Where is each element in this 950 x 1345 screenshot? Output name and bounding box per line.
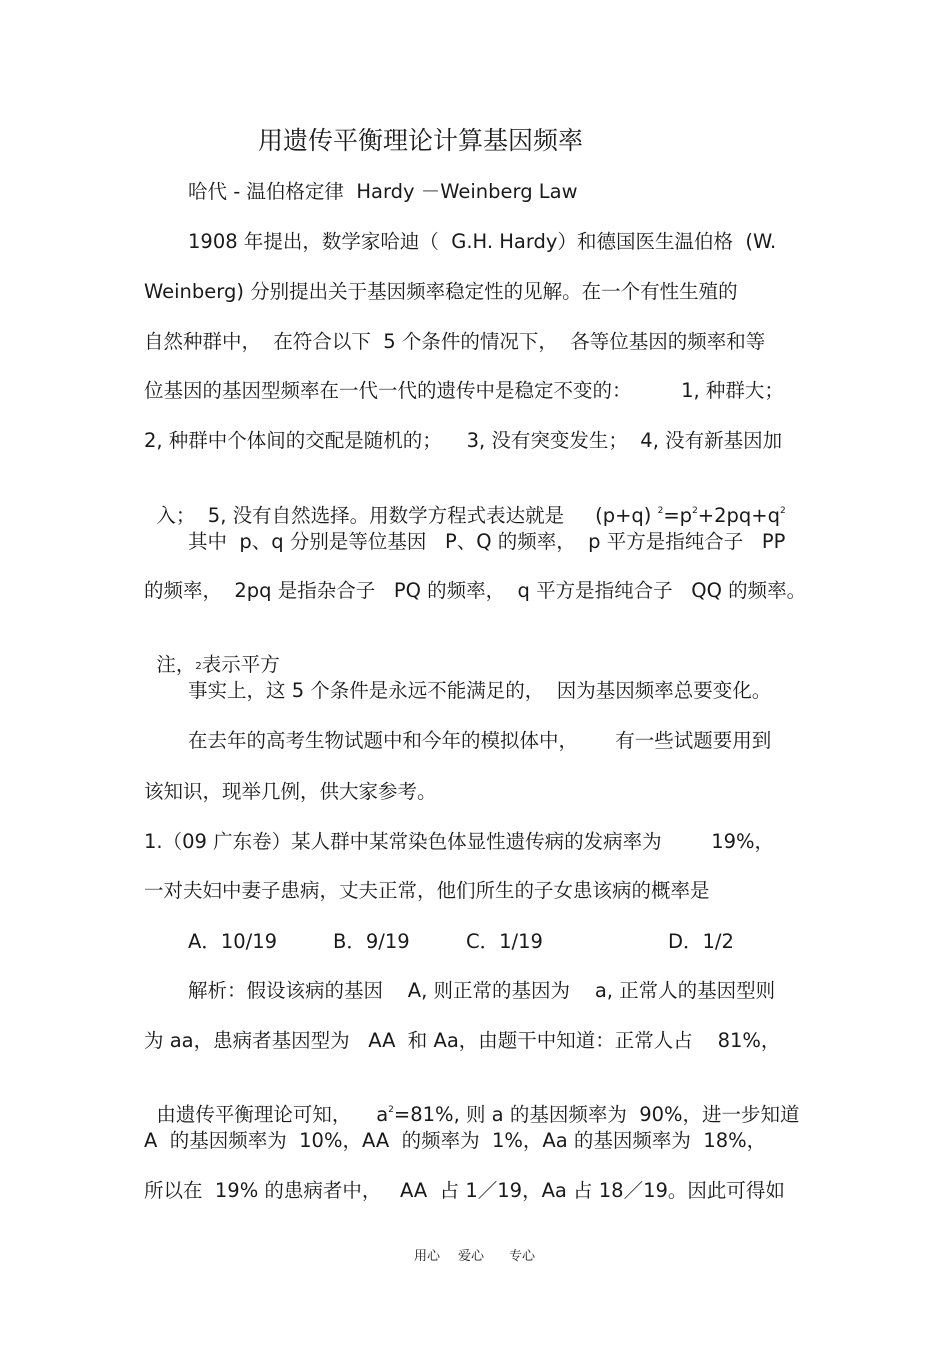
- paragraph-1-line-6: [144, 480, 786, 528]
- subtitle: 哈代 - 温伯格定律 Hardy －Weinberg Law: [188, 180, 578, 203]
- analysis-exponent: 2: [388, 1105, 394, 1115]
- paragraph-2-line-1: 其中 p、q 分别是等位基因 P、Q 的频率， p 平方是指纯合子 PP: [188, 530, 786, 553]
- equation-part-2: =p: [663, 504, 693, 527]
- note-prefix: 注，: [156, 653, 196, 676]
- paragraph-1-line-5: 2, 种群中个体间的交配是随机的； 3, 没有突变发生； 4, 没有新基因加: [144, 429, 783, 452]
- footer-text-3: 专心: [509, 1249, 536, 1264]
- paragraph-1-line-2: Weinberg) 分别提出关于基因频率稳定性的见解。在一个有性生殖的: [144, 280, 738, 303]
- paragraph-4-line-1: 在去年的高考生物试题中和今年的模拟体中， 有一些试题要用到: [188, 729, 772, 752]
- analysis-line-2: 为 aa，患病者基因型为 AA 和 Aa，由题干中知道：正常人占 81%，: [144, 1029, 781, 1052]
- equation-exponent-3: 2: [780, 506, 786, 516]
- analysis-line-4: A 的基因频率为 10%，AA 的频率为 1%，Aa 的基因频率为 18%，: [144, 1129, 767, 1152]
- equation-part-3: +2pq+q: [697, 504, 781, 527]
- footer-text-2: 爱心: [458, 1249, 485, 1264]
- paragraph-2-line-2: 的频率， 2pq 是指杂合子 PQ 的频率， q 平方是指纯合子 QQ 的频率。: [144, 579, 807, 602]
- equation-exponent-1: 2: [657, 506, 664, 516]
- option-d: D．1/2: [668, 930, 734, 953]
- page-title: 用遗传平衡理论计算基因频率: [258, 126, 584, 155]
- analysis-line-3-end: =81%, 则 a 的基因频率为 90%，进一步知道: [393, 1103, 800, 1126]
- question-1-line-1: 1.（09 广东卷）某人群中某常染色体显性遗传病的发病率为 19%，: [144, 830, 775, 853]
- option-b: B．9/19: [333, 930, 410, 953]
- note-text: 表示平方: [201, 653, 280, 676]
- paragraph-2-note: [144, 629, 280, 679]
- paragraph-3: 事实上，这 5 个条件是永远不能满足的， 因为基因频率总要变化。: [188, 679, 772, 702]
- paragraph-1-line-1: 1908 年提出，数学家哈迪（ G.H. Hardy）和德国医生温伯格 (W.: [188, 230, 777, 253]
- paragraph-1-line-4: 位基因的基因型频率在一代一代的遗传中是稳定不变的： 1, 种群大；: [144, 379, 784, 402]
- analysis-line-3-start: 由遗传平衡理论可知， a: [156, 1103, 389, 1126]
- option-c: C．1/19: [466, 930, 543, 953]
- question-1-line-2: 一对夫妇中妻子患病，丈夫正常，他们所生的子女患该病的概率是: [144, 879, 710, 902]
- note-small-2: 2: [195, 661, 202, 672]
- paragraph-4-line-2: 该知识，现举几例，供大家参考。: [144, 780, 437, 803]
- equation-exponent-2: 2: [692, 506, 698, 516]
- analysis-line-1: 解析：假设该病的基因 A, 则正常的基因为 a, 正常人的基因型则: [188, 979, 776, 1002]
- paragraph-1-line-3: 自然种群中， 在符合以下 5 个条件的情况下， 各等位基因的频率和等: [144, 330, 766, 353]
- analysis-line-3: [144, 1079, 800, 1127]
- footer-text-1: 用心: [414, 1249, 441, 1264]
- analysis-line-5: 所以在 19% 的患病者中， AA 占 1／19，Aa 占 18／19。因此可得如: [144, 1179, 785, 1202]
- equation-intro: 入； 5, 没有自然选择。用数学方程式表达就是 (p+q): [156, 504, 658, 527]
- option-a: A．10/19: [188, 930, 278, 953]
